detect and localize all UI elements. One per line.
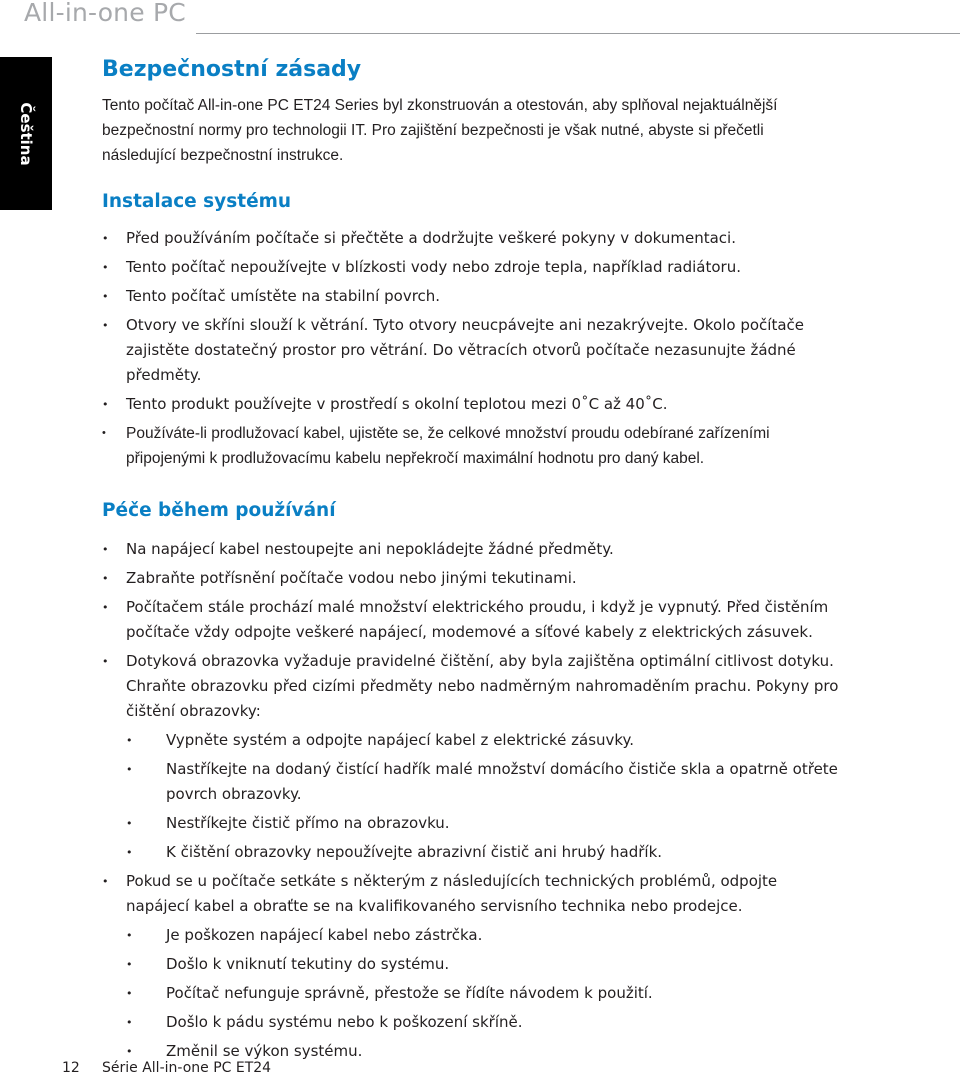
list-item: • Zabraňte potřísnění počítače vodou nebo jinými tekutinami. <box>102 566 842 591</box>
page-number: 12 <box>62 1060 80 1076</box>
list-item: • Otvory ve skříni slouží k větrání. Tyto otvory neucpávejte ani nezakrývejte. Okolo počítače zajistěte dostatečný prostor pro větrání. Do větracích otvorů počítače nezasunujte žádné předměty. <box>102 313 842 388</box>
sub-list-item: • Změnil se výkon systému. <box>126 1039 842 1064</box>
list-item: • Tento produkt používejte v prostředí s okolní teplotou mezi 0˚C až 40˚C. <box>102 392 842 417</box>
sub-list-item: • Došlo k pádu systému nebo k poškození skříně. <box>126 1010 842 1035</box>
list-item: • Tento počítač nepoužívejte v blízkosti vody nebo zdroje tepla, například radiátoru. <box>102 255 842 280</box>
sub-list-item: • Počítač nefunguje správně, přestože se řídíte návodem k použití. <box>126 981 842 1006</box>
page-content <box>102 55 842 1068</box>
list-item: • Tento počítač umístěte na stabilní povrch. <box>102 284 842 309</box>
installation-list <box>102 226 842 471</box>
problems-list <box>126 923 842 1064</box>
list-item-text: Dotyková obrazovka vyžaduje pravidelné čištění, aby byla zajištěna optimální citlivost dotyku. Chraňte obrazovku před cizími předměty nebo nadměrným nahromaděním prachu. Pokyny pro čištění obrazovky: <box>126 652 839 720</box>
footer-series: Série All-in-one PC ET24 <box>102 1060 272 1076</box>
sub-list-item: • Je poškozen napájecí kabel nebo zástrčka. <box>126 923 842 948</box>
list-item: • Používáte-li prodlužovací kabel, ujistěte se, že celkové množství proudu odebírané zařízeními připojenými k prodlužovacímu kabelu nepřekročí maximální hodnotu pro daný kabel. <box>102 421 842 471</box>
header-rule <box>196 33 960 34</box>
sub-list-item: • Došlo k vniknutí tekutiny do systému. <box>126 952 842 977</box>
language-side-tab <box>0 57 52 210</box>
sub-list-item: • Vypněte systém a odpojte napájecí kabel z elektrické zásuvky. <box>126 728 842 753</box>
intro-paragraph: Tento počítač All-in-one PC ET24 Series byl zkonstruován a otestován, aby splňoval nejaktuálnější bezpečnostní normy pro technologii IT. Pro zajištění bezpečnosti je však nutné, abyste si přečetli následující bezpečnostní instrukce. <box>102 97 778 164</box>
list-item: • Před používáním počítače si přečtěte a dodržujte veškeré pokyny v dokumentaci. <box>102 226 842 251</box>
list-item-with-sublist <box>102 649 842 865</box>
section-heading-care: Péče během používání <box>102 500 336 521</box>
list-item-text: Pokud se u počítače setkáte s některým z následujících technických problémů, odpojte napájecí kabel a obraťte se na kvalifikovaného servisního technika nebo prodejce. <box>126 872 778 915</box>
main-heading: Bezpečnostní zásady <box>102 57 362 82</box>
section-heading-installation: Instalace systému <box>102 191 292 212</box>
list-item-with-sublist <box>102 869 842 1064</box>
sub-list-item: • Nestříkejte čistič přímo na obrazovku. <box>126 811 842 836</box>
cleaning-steps-list <box>126 728 842 865</box>
language-label: Čeština <box>17 101 35 166</box>
sub-list-item: • Nastříkejte na dodaný čistící hadřík malé množství domácího čističe skla a opatrně otřete povrch obrazovky. <box>126 757 842 807</box>
list-item: • Počítačem stále prochází malé množství elektrického proudu, i když je vypnutý. Před čistěním počítače vždy odpojte veškeré napájecí, modemové a síťové kabely z elektrických zásuvek. <box>102 595 842 645</box>
header-title: All-in-one PC <box>24 0 186 27</box>
list-item: • Na napájecí kabel nestoupejte ani nepokládejte žádné předměty. <box>102 537 842 562</box>
sub-list-item: • K čištění obrazovky nepoužívejte abrazivní čistič ani hrubý hadřík. <box>126 840 842 865</box>
page-footer <box>62 1060 271 1076</box>
care-list <box>102 537 842 1064</box>
